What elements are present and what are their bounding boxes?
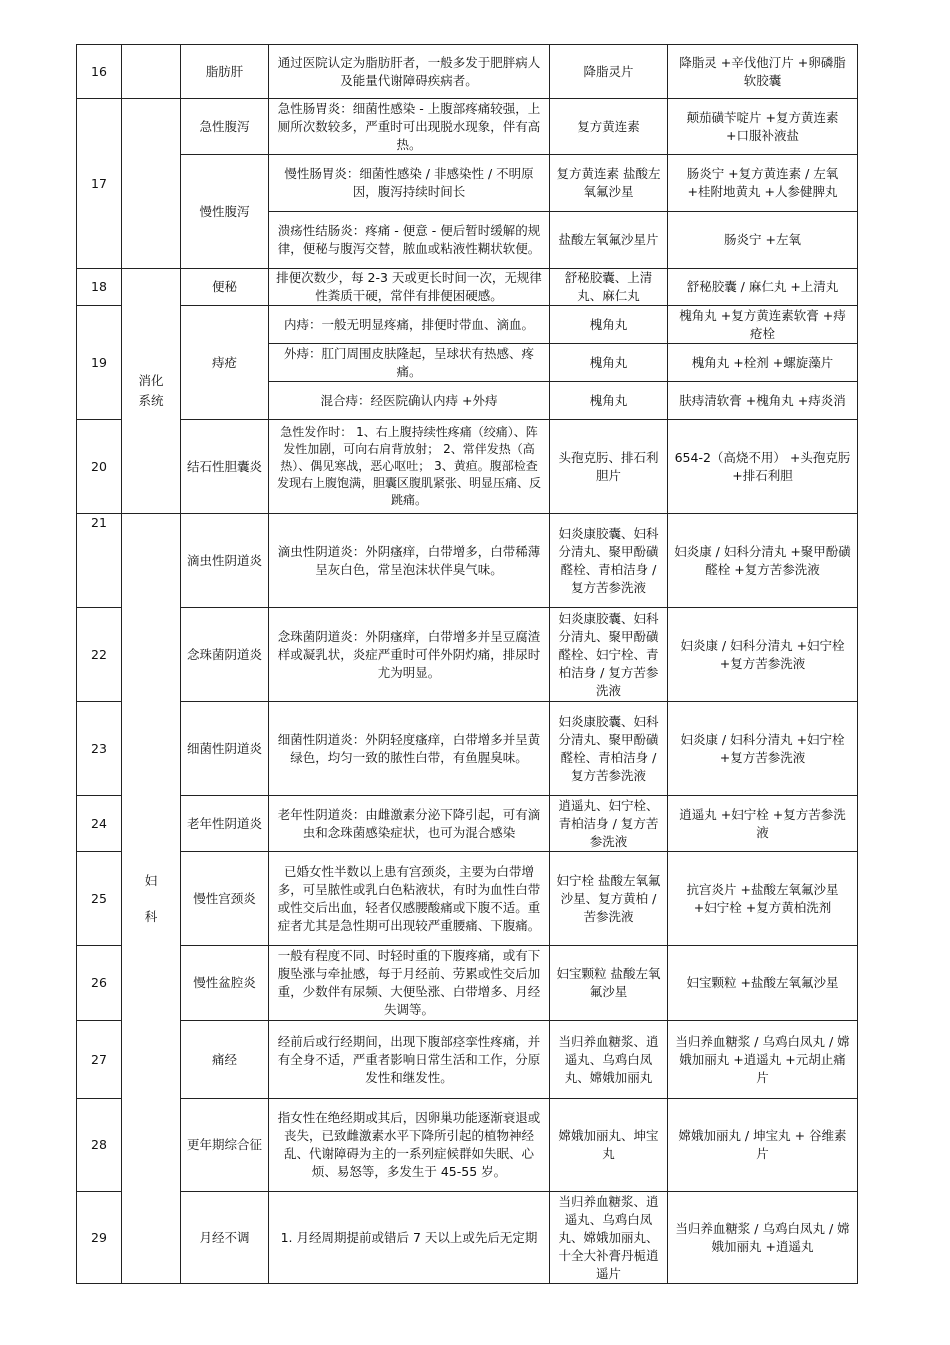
system-digestive <box>122 269 181 514</box>
disease-cell: 慢性宫颈炎 <box>181 852 269 946</box>
drug-cell: 头孢克肟、排石利胆片 <box>550 420 668 514</box>
disease-cell: 痔疮 <box>181 306 269 420</box>
drug-cell: 逍遥丸、妇宁栓、青柏洁身 / 复方苦参洗液 <box>550 796 668 852</box>
symptom-description: 内痔：一般无明显疼痛，排便时带血、滴血。 <box>269 306 550 344</box>
symptom-description: 急性发作时： 1、右上腹持续性疼痛（绞痛）、阵发性加剧，可向右肩背放射； 2、常伴发热（高热）、偶见寒战，恶心呕吐； 3、黄疸。腹部检查发现右上腹饱满，胆囊区腹肌紧张、明显压痛、反跳痛。 <box>269 420 550 514</box>
combination-cell: 妇炎康 / 妇科分清丸 +妇宁栓 +复方苦参洗液 <box>668 608 858 702</box>
drug-cell: 妇炎康胶囊、妇科分清丸、聚甲酚磺醛栓、妇宁栓、青柏洁身 / 复方苦参洗液 <box>550 608 668 702</box>
table-row <box>77 1021 858 1099</box>
disease-cell: 更年期综合征 <box>181 1099 269 1192</box>
row-number: 19 <box>77 306 122 420</box>
disease-cell: 脂肪肝 <box>181 45 269 99</box>
symptom-description: 已婚女性半数以上患有宫颈炎，主要为白带增多，可呈脓性或乳白色粘液状，有时为血性白带或性交后出血，轻者仅感腰酸痛或下腹不适。重症者尤其是急性期可出现较严重腰痛、下腹痛。 <box>269 852 550 946</box>
row-number: 20 <box>77 420 122 514</box>
table-row <box>77 45 858 99</box>
symptom-description: 混合痔：经医院确认内痔 +外痔 <box>269 382 550 420</box>
combination-cell: 降脂灵 +辛伐他汀片 +卵磷脂软胶囊 <box>668 45 858 99</box>
table-row <box>77 852 858 946</box>
combination-cell: 肠炎宁 +左氧 <box>668 212 858 269</box>
row-number: 17 <box>77 99 122 269</box>
table-row <box>77 1192 858 1284</box>
disease-cell: 念珠菌阴道炎 <box>181 608 269 702</box>
table-row <box>77 420 858 514</box>
disease-cell: 便秘 <box>181 269 269 306</box>
drug-cell: 妇宁栓 盐酸左氧氟沙星、复方黄柏 / 苦参洗液 <box>550 852 668 946</box>
symptom-description: 老年性阴道炎：由雌激素分泌下降引起，可有滴虫和念珠菌感染症状，也可为混合感染 <box>269 796 550 852</box>
system-cell <box>122 45 181 99</box>
table-row <box>77 99 858 155</box>
drug-cell: 妇炎康胶囊、妇科分清丸、聚甲酚磺醛栓、青柏洁身 / 复方苦参洗液 <box>550 702 668 796</box>
row-number: 16 <box>77 45 122 99</box>
combination-cell: 抗宫炎片 +盐酸左氧氟沙星 +妇宁栓 +复方黄柏洗剂 <box>668 852 858 946</box>
table-row <box>77 155 858 212</box>
drug-cell: 舒秘胶囊、上清丸、麻仁丸 <box>550 269 668 306</box>
disease-cell: 月经不调 <box>181 1192 269 1284</box>
symptom-description: 急性肠胃炎：细菌性感染 - 上腹部疼痛较强，上厕所次数较多，严重时可出现脱水现象，伴有高热。 <box>269 99 550 155</box>
disease-cell: 老年性阴道炎 <box>181 796 269 852</box>
row-number: 18 <box>77 269 122 306</box>
drug-cell: 槐角丸 <box>550 306 668 344</box>
drug-cell: 复方黄连素 <box>550 99 668 155</box>
combination-cell: 妇炎康 / 妇科分清丸 +妇宁栓 +复方苦参洗液 <box>668 702 858 796</box>
drug-cell: 降脂灵片 <box>550 45 668 99</box>
combination-cell: 妇炎康 / 妇科分清丸 +聚甲酚磺醛栓 +复方苦参洗液 <box>668 514 858 608</box>
symptom-description: 细菌性阴道炎：外阴轻度瘙痒，白带增多并呈黄绿色，均匀一致的脓性白带，有鱼腥臭味。 <box>269 702 550 796</box>
table-row <box>77 269 858 306</box>
symptom-description: 通过医院认定为脂肪肝者，一般多发于肥胖病人及能量代谢障碍疾病者。 <box>269 45 550 99</box>
system-cell <box>122 99 181 269</box>
symptom-description: 外痔：肛门周围皮肤隆起，呈球状有热感、疼痛。 <box>269 344 550 382</box>
drug-cell: 盐酸左氧氟沙星片 <box>550 212 668 269</box>
row-number: 23 <box>77 702 122 796</box>
row-number: 28 <box>77 1099 122 1192</box>
disease-cell: 结石性胆囊炎 <box>181 420 269 514</box>
combination-cell: 槐角丸 +复方黄连素软膏 +痔疮栓 <box>668 306 858 344</box>
row-number: 21 <box>77 514 122 608</box>
disease-cell: 细菌性阴道炎 <box>181 702 269 796</box>
symptom-description: 念珠菌阴道炎：外阴瘙痒，白带增多并呈豆腐渣样或凝乳状，炎症严重时可伴外阴灼痛，排尿时尤为明显。 <box>269 608 550 702</box>
disease-cell: 慢性盆腔炎 <box>181 946 269 1021</box>
table-row <box>77 306 858 344</box>
table-row <box>77 514 858 608</box>
table-row <box>77 796 858 852</box>
system-label: 消化系统 <box>138 373 164 408</box>
combination-cell: 肤痔清软膏 +槐角丸 +痔炎消 <box>668 382 858 420</box>
drug-cell: 槐角丸 <box>550 344 668 382</box>
symptom-description: 滴虫性阴道炎：外阴瘙痒，白带增多，白带稀薄呈灰白色，常呈泡沫状伴臭气味。 <box>269 514 550 608</box>
combination-cell: 槐角丸 +栓剂 +螺旋藻片 <box>668 344 858 382</box>
table-row <box>77 608 858 702</box>
combination-cell: 当归养血糖浆 / 乌鸡白凤丸 / 嫦娥加丽丸 +逍遥丸 +元胡止痛片 <box>668 1021 858 1099</box>
combination-cell: 颠茄磺苄啶片 +复方黄连素 +口服补液盐 <box>668 99 858 155</box>
combination-cell: 舒秘胶囊 / 麻仁丸 +上清丸 <box>668 269 858 306</box>
combination-cell: 654-2（高烧不用） +头孢克肟 +排石利胆 <box>668 420 858 514</box>
system-label: 妇 科 <box>144 872 158 924</box>
drug-cell: 妇炎康胶囊、妇科分清丸、聚甲酚磺醛栓、青柏洁身 / 复方苦参洗液 <box>550 514 668 608</box>
symptom-description: 一般有程度不同、时轻时重的下腹疼痛，或有下腹坠涨与牵扯感，每于月经前、劳累或性交后加重，少数伴有尿频、大便坠涨、白带增多、月经失调等。 <box>269 946 550 1021</box>
symptom-description: 溃疡性结肠炎：疼痛 - 便意 - 便后暂时缓解的规律，便秘与腹泻交替，脓血或粘液性糊状软便。 <box>269 212 550 269</box>
symptom-description: 排便次数少，每 2-3 天或更长时间一次，无规律性粪质干硬，常伴有排便困硬感。 <box>269 269 550 306</box>
row-number: 26 <box>77 946 122 1021</box>
drug-cell: 嫦娥加丽丸、坤宝丸 <box>550 1099 668 1192</box>
disease-cell: 急性腹泻 <box>181 99 269 155</box>
drug-cell: 妇宝颗粒 盐酸左氧氟沙星 <box>550 946 668 1021</box>
medication-table <box>76 44 858 1284</box>
combination-cell: 妇宝颗粒 +盐酸左氧氟沙星 <box>668 946 858 1021</box>
disease-cell: 痛经 <box>181 1021 269 1099</box>
system-gyn <box>122 514 181 1284</box>
row-number: 27 <box>77 1021 122 1099</box>
symptom-description: 慢性肠胃炎：细菌性感染 / 非感染性 / 不明原因，腹泻持续时间长 <box>269 155 550 212</box>
drug-cell: 复方黄连素 盐酸左氧氟沙星 <box>550 155 668 212</box>
row-number: 22 <box>77 608 122 702</box>
row-number: 24 <box>77 796 122 852</box>
drug-cell: 槐角丸 <box>550 382 668 420</box>
table-row <box>77 702 858 796</box>
row-number: 29 <box>77 1192 122 1284</box>
combination-cell: 嫦娥加丽丸 / 坤宝丸 + 谷维素片 <box>668 1099 858 1192</box>
table-row <box>77 1099 858 1192</box>
symptom-description: 1. 月经周期提前或错后 7 天以上或先后无定期 <box>269 1192 550 1284</box>
disease-cell: 滴虫性阴道炎 <box>181 514 269 608</box>
combination-cell: 当归养血糖浆 / 乌鸡白凤丸 / 嫦娥加丽丸 +逍遥丸 <box>668 1192 858 1284</box>
drug-cell: 当归养血糖浆、逍遥丸、乌鸡白凤丸、嫦娥加丽丸 <box>550 1021 668 1099</box>
disease-cell: 慢性腹泻 <box>181 155 269 269</box>
drug-cell: 当归养血糖浆、逍遥丸、乌鸡白凤丸、嫦娥加丽丸、十全大补膏丹栀逍遥片 <box>550 1192 668 1284</box>
row-number: 25 <box>77 852 122 946</box>
table-row <box>77 946 858 1021</box>
symptom-description: 经前后或行经期间，出现下腹部痉挛性疼痛，并有全身不适，严重者影响日常生活和工作，分原发性和继发性。 <box>269 1021 550 1099</box>
combination-cell: 逍遥丸 +妇宁栓 +复方苦参洗液 <box>668 796 858 852</box>
combination-cell: 肠炎宁 +复方黄连素 / 左氧 +桂附地黄丸 +人参健脾丸 <box>668 155 858 212</box>
symptom-description: 指女性在绝经期或其后，因卵巢功能逐渐衰退或丧失，已致雌激素水平下降所引起的植物神经乱、代谢障碍为主的一系列症候群如失眠、心烦、易怒等，多发生于 45-55 岁。 <box>269 1099 550 1192</box>
